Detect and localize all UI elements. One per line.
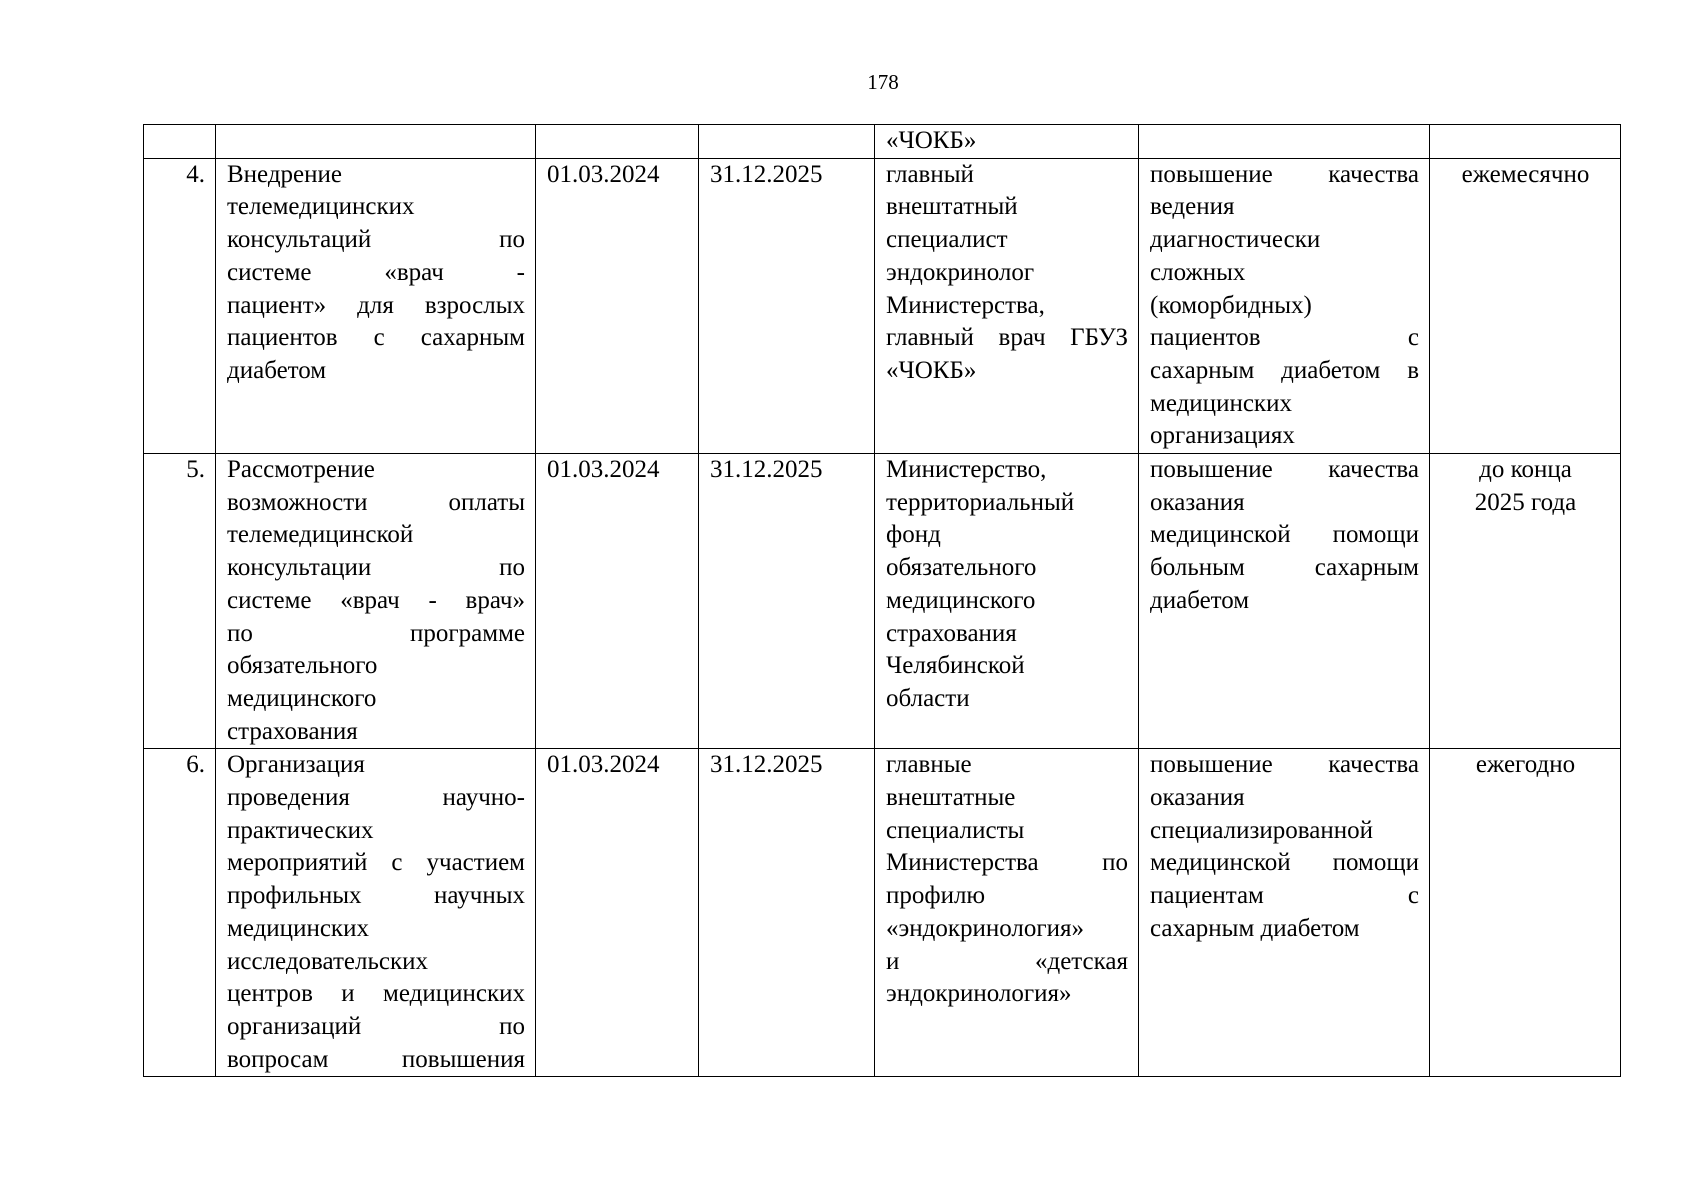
cell-activity: Рассмотрение возможности оплаты телемедицинской консультации по системе «врач - врач» по программе обязательного медицинского страхования: [216, 454, 536, 749]
cell-responsible: главные внештатные специалисты Министерства по профилю «эндокринология» и «детская эндокринология»: [875, 749, 1139, 1077]
cell-activity: [216, 125, 536, 159]
cell-responsible: «ЧОКБ»: [875, 125, 1139, 159]
plan-table: [143, 124, 1621, 1077]
cell-start-date: 01.03.2024: [536, 749, 699, 1077]
cell-end-date: [699, 125, 875, 159]
page-number: 178: [867, 70, 899, 94]
cell-frequency: до конца 2025 года: [1430, 454, 1621, 749]
cell-result: повышение качества оказания специализированной медицинской помощи пациентам с сахарным диабетом: [1139, 749, 1430, 1077]
cell-end-date: 31.12.2025: [699, 749, 875, 1077]
cell-end-date: 31.12.2025: [699, 158, 875, 453]
table-row: [144, 158, 1621, 453]
cell-start-date: [536, 125, 699, 159]
cell-responsible: главный внештатный специалист эндокринолог Министерства, главный врач ГБУЗ «ЧОКБ»: [875, 158, 1139, 453]
cell-responsible: Министерство, территориальный фонд обязательного медицинского страхования Челябинской области: [875, 454, 1139, 749]
cell-frequency: [1430, 125, 1621, 159]
table-row: [144, 125, 1621, 159]
cell-number: 5.: [144, 454, 216, 749]
cell-frequency: ежегодно: [1430, 749, 1621, 1077]
cell-result: повышение качества оказания медицинской помощи больным сахарным диабетом: [1139, 454, 1430, 749]
cell-activity: Внедрение телемедицинских консультаций по системе «врач - пациент» для взрослых пациентов с сахарным диабетом: [216, 158, 536, 453]
cell-frequency: ежемесячно: [1430, 158, 1621, 453]
table-row: [144, 749, 1621, 1077]
cell-number: 6.: [144, 749, 216, 1077]
cell-result: [1139, 125, 1430, 159]
cell-end-date: 31.12.2025: [699, 454, 875, 749]
cell-start-date: 01.03.2024: [536, 158, 699, 453]
cell-number: 4.: [144, 158, 216, 453]
cell-result: повышение качества ведения диагностически сложных (коморбидных) пациентов с сахарным диабетом в медицинских организациях: [1139, 158, 1430, 453]
cell-activity: Организация проведения научно- практических мероприятий с участием профильных научных медицинских исследовательских центров и медицинских организаций по вопросам повышения: [216, 749, 536, 1077]
table-row: [144, 454, 1621, 749]
cell-start-date: 01.03.2024: [536, 454, 699, 749]
cell-number: [144, 125, 216, 159]
